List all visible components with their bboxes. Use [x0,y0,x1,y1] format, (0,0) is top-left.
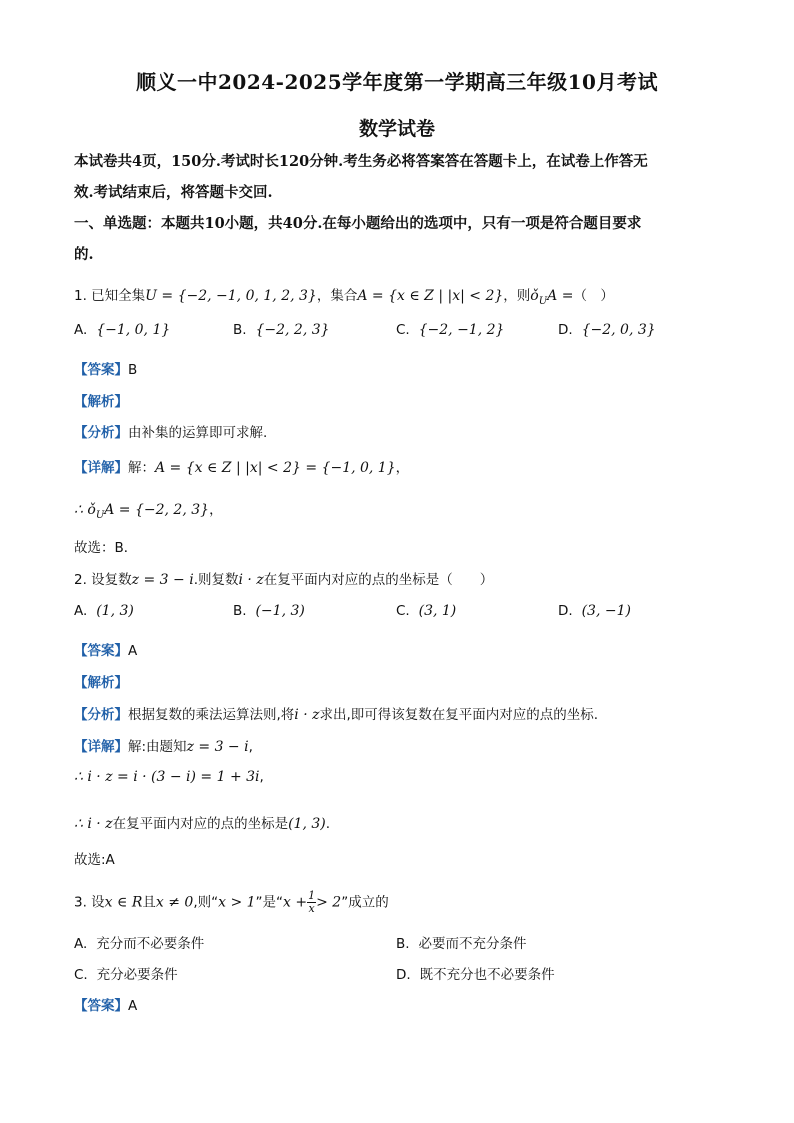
q1-detail: 【详解】解：A = {x ∈ Z | |x| < 2} = {−1, 0, 1}， [74,460,410,476]
answer-tag: 【答案】 [74,362,128,378]
q3-stem: 3. 设x ∈ R且x ≠ 0,则“x > 1”是“x + $\frac{1}{x}$ > 2”成立的 [74,889,389,915]
q2-stem: 2. 设复数z = 3 − i.则复数i · z在复平面内对应的点的坐标是（ ） [74,572,494,588]
q3-option-d: D. 既不充分也不必要条件 [396,967,555,983]
intro-line-1: 本试卷共4页，150分.考试时长120分钟.考生务必将答案答在答题卡上，在试卷上作答无 [74,153,648,170]
intro-line-2: 效.考试结束后，将答题卡交回. [74,184,273,201]
q1-therefore: ∴ $ǒ_UA = \{-2$, 2, 3}， [74,502,223,521]
q1-set-a-2: A = [547,288,574,304]
q1-conclusion: 故选：B． [74,540,138,556]
detail-tag: 【详解】 [74,460,128,476]
q2-answer: 【答案】A [74,643,138,659]
q1-stem-a: 1. 已知全集 [74,288,146,304]
q2-iz: i · z [238,572,264,588]
q1-stem [74,284,614,307]
q1-stem-b: ，集合 [316,288,358,304]
q2-option-b: B. (−1, 3) [233,603,305,619]
q1-option-b: B. {−2, 2, 3} [233,322,330,338]
q1-complement-symbol: ǒ [530,288,539,304]
q2-analysis: 【解析】 [74,675,128,691]
q3-answer: 【答案】A [74,998,138,1014]
q1-fenxi: 【分析】由补集的运算即可求解. [74,425,268,441]
q2-z: z = 3 − i [131,572,194,588]
q1-option-d: D. {−2, 0, 3} [558,322,656,338]
q1-option-a: A. {−1, 0, 1} [74,322,171,338]
q1-answer: 【答案】B [74,362,138,378]
q3-option-b: B. 必要而不充分条件 [396,936,527,952]
q2-option-d: D. (3, −1) [558,603,631,619]
q1-universal-set: U = {−2, −1, 0, 1, 2, 3} [145,288,317,304]
q2-conclusion: 故选:A [74,852,115,868]
q1-paren: （ ） [573,288,614,304]
q2-step-1: ∴ i · z = i · (3 − i) = 1 + 3i, [74,769,264,785]
q1-option-c: C. {−2, −1, 2} [396,322,505,338]
q3-fraction: $\frac{1}{x}$ [308,889,316,915]
section-line-2: 的. [74,246,94,263]
fenxi-tag: 【分析】 [74,425,128,441]
q2-detail: 【详解】解:由题知z = 3 − i, [74,739,253,755]
analysis-tag: 【解析】 [74,394,128,410]
exam-subtitle: 数学试卷 [358,118,435,140]
q2-option-c: C. (3, 1) [396,603,457,619]
q3-option-a: A. 充分而不必要条件 [74,936,205,952]
q1-complement-sub: U [538,295,548,307]
q3-option-c: C. 充分必要条件 [74,967,178,983]
q1-analysis [74,390,128,410]
exam-title: 顺义一中2024-2025学年度第一学期高三年级10月考试 [136,70,658,94]
q2-fenxi: 【分析】根据复数的乘法运算法则,将i · z求出,即可得该复数在复平面内对应的点的坐标. [74,707,599,723]
q1-stem-c: ，则 [503,288,531,304]
section-line-1: 一、单选题：本题共10小题，共40分.在每小题给出的选项中，只有一项是符合题目要求 [74,215,642,232]
q1-set-a: A = {x ∈ Z | |x| < 2} [357,288,504,304]
q2-option-a: A. (1, 3) [74,603,134,619]
q2-step-2: ∴ i · z在复平面内对应的点的坐标是(1, 3). [74,816,331,832]
